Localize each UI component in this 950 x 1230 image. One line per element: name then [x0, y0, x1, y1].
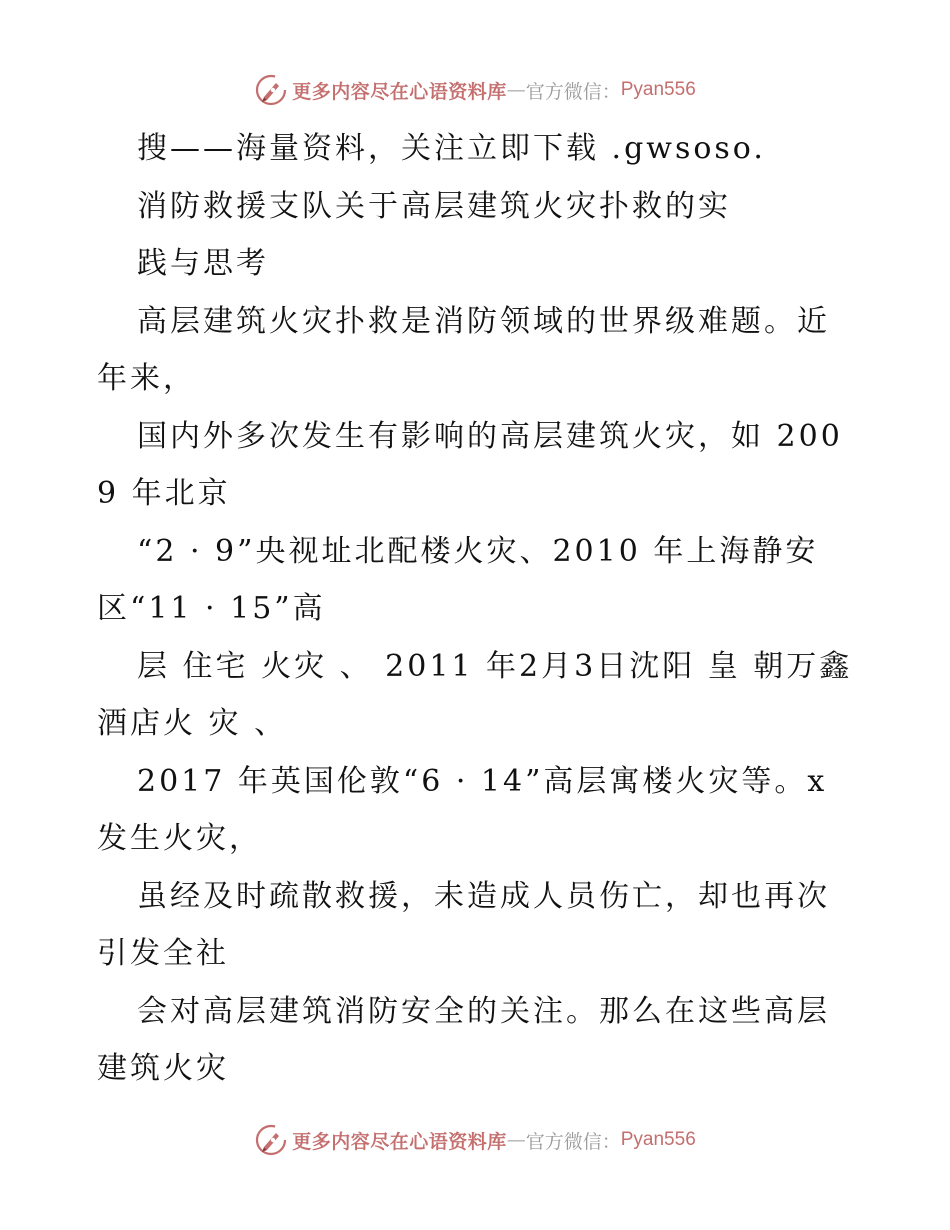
title-line-1: 消防救援支队关于高层建筑火灾扑救的实 — [137, 188, 731, 224]
banner-text: 更多内容尽在心语资料库 — [292, 80, 507, 103]
paragraph: 会对高层建筑消防安全的关注。那么在这些高层建筑火灾 — [97, 993, 830, 1086]
intro-line: 搜——海量资料，关注立即下载 .gwsoso. — [137, 131, 766, 166]
header-banner — [0, 70, 950, 110]
document-body — [97, 120, 857, 1098]
paragraph: 国内外多次发生有影响的高层建筑火灾，如 2009 年北京 — [97, 418, 843, 511]
paragraph: 高层建筑火灾扑救是消防领域的世界级难题。近年来， — [97, 303, 830, 396]
pen-logo-icon — [254, 1123, 288, 1157]
paragraph: 层 住宅 火灾 、 2011 年2月3日沈阳 皇 朝万鑫 酒店火 灾 、 — [97, 648, 853, 741]
pen-logo-icon — [254, 73, 288, 107]
banner-wechat-id: Pyan556 — [620, 1129, 696, 1150]
banner-wechat-label: 官方微信： — [525, 1130, 621, 1153]
paragraph: 虽经及时疏散救援，未造成人员伤亡，却也再次引发全社 — [97, 878, 830, 971]
title-line-2: 践与思考 — [137, 246, 269, 281]
banner-text: 更多内容尽在心语资料库 — [292, 1130, 507, 1153]
banner-separator: — — [506, 79, 526, 101]
banner-wechat-id: Pyan556 — [620, 79, 696, 100]
footer-banner — [0, 1120, 950, 1160]
banner-wechat-label: 官方微信： — [525, 80, 621, 103]
paragraph: 2017 年英国伦敦“6 · 14”高层寓楼火灾等。x发生火灾， — [97, 763, 828, 856]
paragraph: “2 · 9”央视址北配楼火灾、2010 年上海静安区“11 · 15”高 — [97, 533, 819, 626]
banner-separator: — — [506, 1129, 526, 1151]
